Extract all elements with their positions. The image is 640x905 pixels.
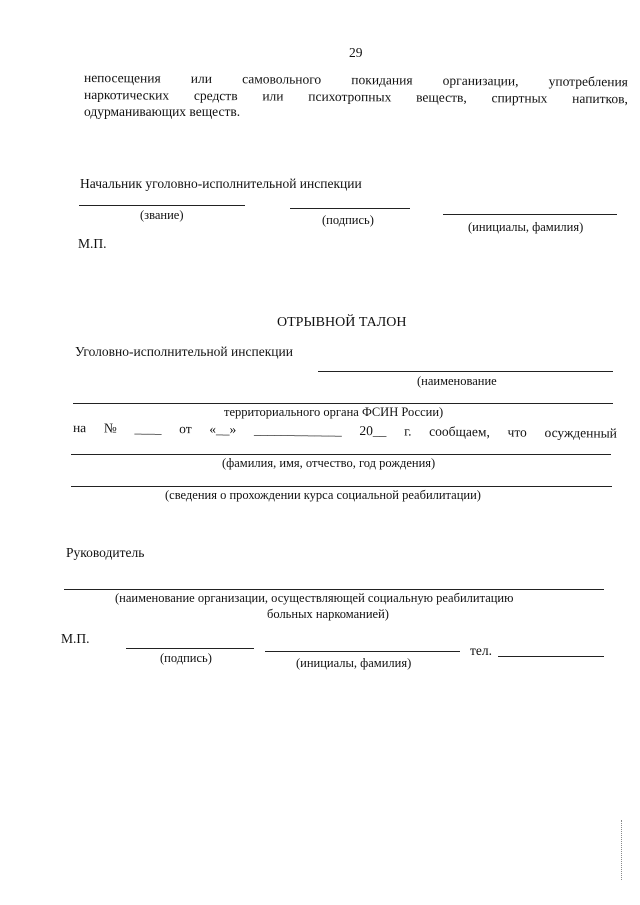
intro-word: организации, [442, 72, 519, 89]
intro-word: средств [193, 87, 238, 104]
stamp-label: М.П. [78, 236, 107, 251]
scan-edge-mark [621, 820, 623, 880]
phone-label: тел. [470, 643, 493, 658]
row-word: «__» [209, 421, 237, 437]
org-label-line2: больных наркоманией) [267, 607, 389, 621]
report-number-row [73, 420, 617, 442]
intro-line-3: одурманивающих веществ. [84, 104, 241, 119]
naming-label: (наименование [417, 374, 497, 388]
row-word: г. [404, 423, 412, 439]
rehab-label: (сведения о прохождении курса социальной реабилитации) [165, 488, 481, 502]
initials-label: (инициалы, фамилия) [468, 220, 584, 234]
director-signature-line [126, 648, 254, 649]
intro-word: спиртных [491, 90, 548, 106]
fio-label: (фамилия, имя, отчество, год рождения) [222, 456, 436, 470]
inspection-label: Уголовно-исполнительной инспекции [75, 344, 293, 359]
row-word: 20__ [359, 423, 387, 439]
intro-word: или [262, 88, 284, 104]
row-word: сообщаем, [429, 423, 490, 440]
intro-word: покидания [351, 72, 413, 88]
org-label-line1: (наименование организации, осуществляющей социальную реабилитацию [115, 591, 514, 605]
stamp-label-2: М.П. [61, 631, 90, 646]
intro-word: непосещения [83, 70, 161, 86]
row-word: что [507, 424, 527, 440]
row-word: ____ [134, 420, 162, 436]
row-word: на [72, 420, 87, 436]
intro-word: или [190, 70, 213, 87]
intro-word: напитков, [572, 90, 629, 107]
inspection-name-line [318, 371, 613, 372]
signature-label: (подпись) [322, 213, 374, 227]
page-number: 29 [349, 45, 363, 60]
phone-line [498, 656, 604, 657]
territorial-label: территориального органа ФСИН России) [224, 405, 444, 419]
rank-label: (звание) [140, 208, 184, 222]
initials-line [443, 214, 617, 215]
director-initials-label: (инициалы, фамилия) [296, 656, 412, 670]
head-of-inspection-title: Начальник уголовно-исполнительной инспекции [80, 176, 362, 191]
intro-word: веществ, [416, 89, 467, 106]
tear-off-heading: ОТРЫВНОЙ ТАЛОН [277, 315, 407, 330]
intro-word: наркотических [83, 87, 170, 103]
intro-word: самовольного [242, 71, 322, 87]
row-word: _____________ [253, 421, 342, 438]
director-title: Руководитель [66, 545, 145, 560]
signature-line [290, 208, 410, 209]
intro-word: употребления [548, 73, 628, 90]
rank-line [79, 205, 245, 206]
director-signature-label: (подпись) [160, 651, 212, 665]
row-word: № [103, 420, 117, 436]
intro-word: психотропных [308, 88, 392, 105]
row-word: от [179, 421, 192, 437]
director-initials-line [265, 651, 460, 652]
row-word: осужденный [544, 424, 618, 441]
